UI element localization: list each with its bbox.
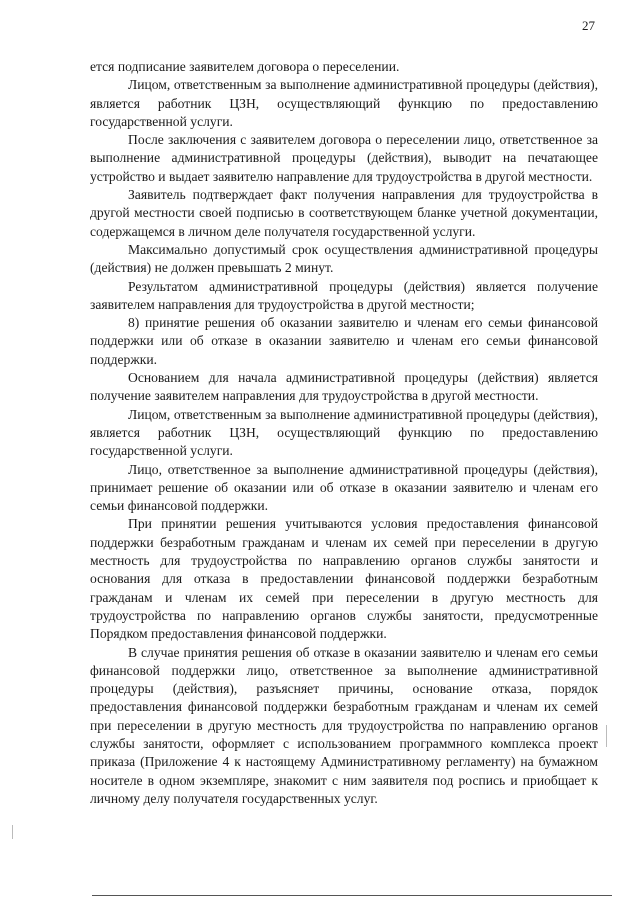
paragraph: Лицо, ответственное за выполнение административной процедуры (действия), принимает решение об оказании или об отказе в оказании заявителю и членам его семьи финансовой поддержки.	[90, 461, 598, 514]
scan-edge-mark	[12, 825, 13, 839]
paragraph: Результатом административной процедуры (действия) является получение заявителем направления для трудоустройства в другой местности;	[90, 278, 598, 312]
paragraph: Лицом, ответственным за выполнение административной процедуры (действия), является работник ЦЗН, осуществляющий функцию по предоставлению государственной услуги.	[90, 406, 598, 459]
paragraph: Лицом, ответственным за выполнение административной процедуры (действия), является работник ЦЗН, осуществляющий функцию по предоставлению государственной услуги.	[90, 77, 598, 129]
scan-bottom-rule	[92, 895, 612, 896]
page-number: 27	[582, 18, 595, 33]
paragraph: Основанием для начала административной процедуры (действия) является получение заявителем направления для трудоустройства в другой местности.	[90, 370, 598, 404]
paragraph: После заключения с заявителем договора о переселении лицо, ответственное за выполнение административной процедуры (действия), выводит на печатающее устройство и выдает заявителю направление для трудоустройства в другой местности.	[90, 132, 598, 184]
document-body	[90, 58, 598, 808]
paragraph: Заявитель подтверждает факт получения направления для трудоустройства в другой местности своей подписью в соответствующем бланке учетной документации, содержащемся в личном деле получателя государственной услуги.	[90, 187, 598, 239]
paragraph: При принятии решения учитываются условия предоставления финансовой поддержки безработным гражданам и членам их семей при переселении в другую местность для трудоустройства по направлению органов службы занятости и основания для отказа в предоставлении финансовой поддержки безработным гражданам и членам их семей при переселении в другую местность для трудоустройства по направлению органов службы занятости, предусмотренные Порядком предоставления финансовой поддержки.	[90, 516, 598, 642]
paragraph: Максимально допустимый срок осуществления административной процедуры (действия) не должен превышать 2 минут.	[90, 241, 598, 276]
paragraph: В случае принятия решения об отказе в оказании заявителю и членам его семьи финансовой поддержки лицо, ответственное за выполнение административной процедуры (действия), разъясняет причины, основание отказа, порядок предоставления финансовой поддержки безработным гражданам и членам их семей при переселении в другую местность для трудоустройства по направлению органов службы занятости, оформляет с использованием программного комплекса проект приказа (Приложение 4 к настоящему Административному регламенту) на бумажном носителе в одном экземпляре, знакомит с ним заявителя под роспись и приобщает к личному делу получателя государственных услуг.	[90, 644, 598, 806]
paragraph: 8) принятие решения об оказании заявителю и членам его семьи финансовой поддержки или об отказе в оказании заявителю и членам его семьи финансовой поддержки.	[90, 315, 598, 367]
scan-edge-mark	[606, 725, 607, 747]
paragraph-continuation: ется подписание заявителем договора о переселении.	[90, 59, 400, 74]
